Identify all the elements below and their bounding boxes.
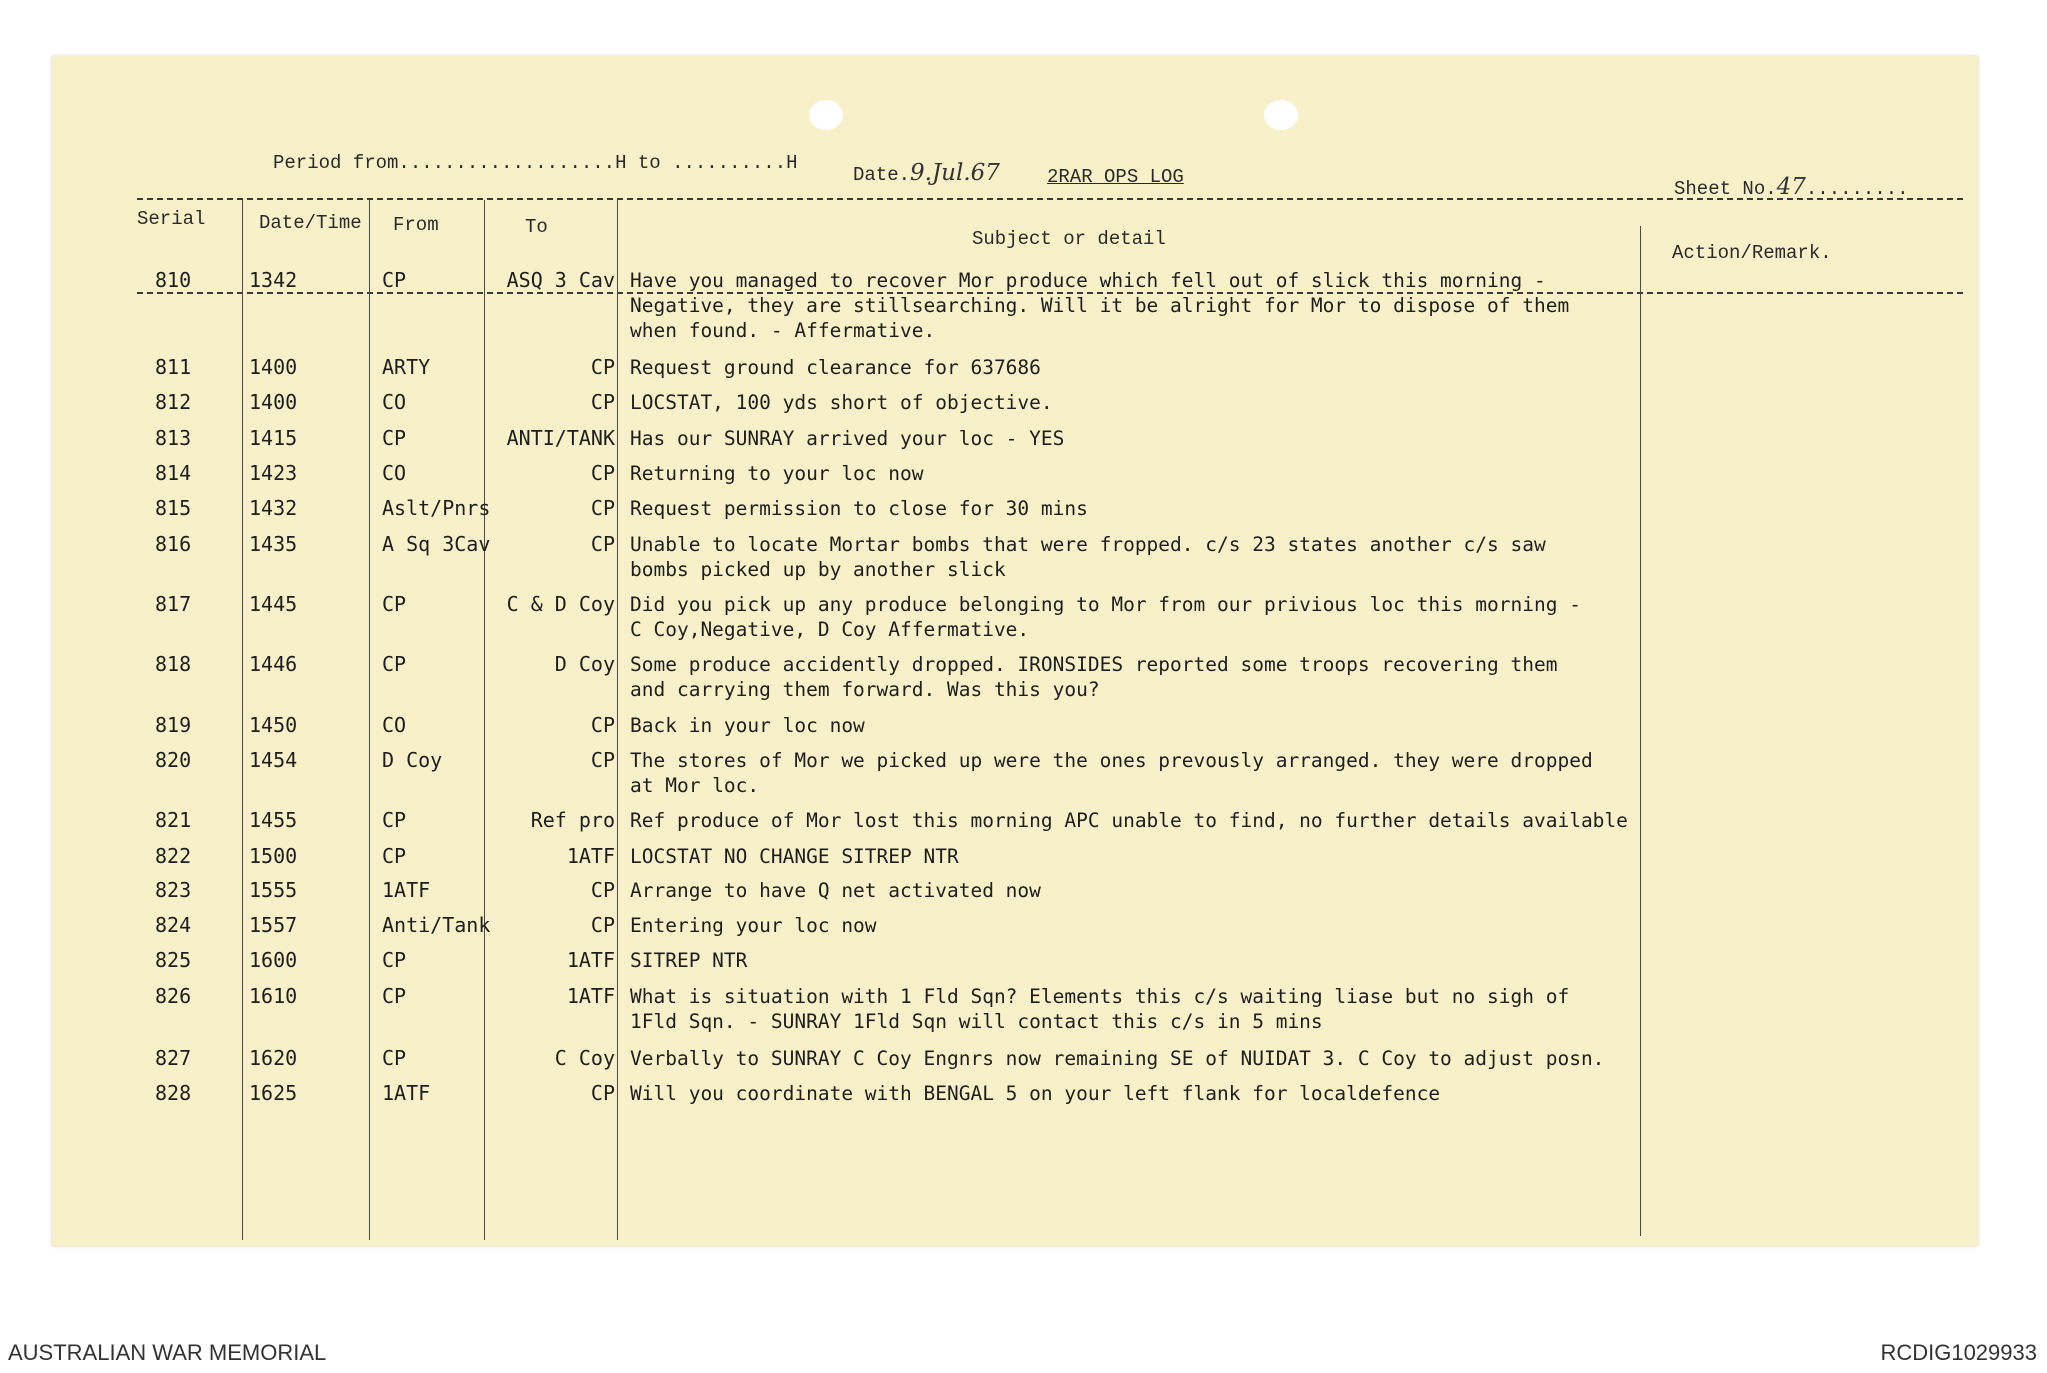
sheet-number — [1674, 174, 1909, 200]
row-to: ANTI/TANK — [506, 426, 615, 450]
row-time: 1400 — [249, 390, 298, 414]
row-serial: 820 — [155, 748, 192, 772]
row-from: Anti/Tank — [382, 913, 491, 937]
row-from: CP — [382, 426, 407, 450]
row-to: Ref pro — [530, 808, 615, 832]
date-field — [853, 160, 1000, 186]
row-from: A Sq 3Cav — [382, 532, 491, 556]
row-serial: 812 — [155, 390, 192, 414]
row-time: 1557 — [249, 913, 298, 937]
row-detail: Ref produce of Mor lost this morning APC unable to find, no further details available — [630, 809, 1628, 832]
row-serial: 811 — [155, 355, 192, 379]
row-to: 1ATF — [566, 948, 615, 972]
row-from: CP — [382, 844, 407, 868]
row-time: 1454 — [249, 748, 298, 772]
row-from: CP — [382, 808, 407, 832]
row-serial: 814 — [155, 461, 192, 485]
column-divider — [242, 200, 243, 1240]
row-serial: 828 — [155, 1081, 192, 1105]
column-divider — [617, 200, 618, 1240]
footer-id: RCDIG1029933 — [1880, 1340, 2037, 1365]
log-sheet — [52, 56, 1978, 1246]
row-time: 1342 — [249, 268, 298, 292]
row-time: 1446 — [249, 652, 298, 676]
row-from: CP — [382, 268, 407, 292]
row-detail: Arrange to have Q net activated now — [630, 879, 1041, 902]
row-serial: 815 — [155, 496, 192, 520]
row-serial: 827 — [155, 1046, 192, 1070]
period-line — [273, 152, 798, 174]
row-from: D Coy — [382, 748, 443, 772]
to-dots: .......... — [672, 152, 787, 174]
row-from: CO — [382, 390, 407, 414]
row-detail: Returning to your loc now — [630, 462, 924, 485]
col-subject: Subject or detail — [972, 228, 1166, 250]
sheet-dots: ......... — [1805, 178, 1909, 200]
row-detail: Some produce accidently dropped. IRONSIDES reported some troops recovering them and carrying them forward. Was this you? — [630, 653, 1558, 701]
row-to: 1ATF — [566, 984, 615, 1008]
row-to: CP — [590, 1081, 615, 1105]
row-to: C Coy — [554, 1046, 615, 1070]
row-detail: Has our SUNRAY arrived your loc - YES — [630, 427, 1065, 450]
row-time: 1400 — [249, 355, 298, 379]
row-detail: LOCSTAT, 100 yds short of objective. — [630, 391, 1053, 414]
row-to: C & D Coy — [506, 592, 615, 616]
row-from: ARTY — [382, 355, 431, 379]
row-serial: 825 — [155, 948, 192, 972]
col-to: To — [525, 216, 548, 238]
row-detail: Request ground clearance for 637686 — [630, 356, 1041, 379]
header-top-rule — [137, 198, 1963, 200]
row-to: CP — [590, 355, 615, 379]
row-detail: Have you managed to recover Mor produce which fell out of slick this morning - Negative, they are stillsearching. Will it be alright for Mor to dispose of them when found. - Affermative. — [630, 269, 1570, 342]
row-serial: 819 — [155, 713, 192, 737]
row-detail: Entering your loc now — [630, 914, 877, 937]
row-time: 1415 — [249, 426, 298, 450]
row-time: 1620 — [249, 1046, 298, 1070]
row-detail: Unable to locate Mortar bombs that were fropped. c/s 23 states another c/s saw bombs picked up by another slick — [630, 533, 1546, 581]
row-to: CP — [590, 496, 615, 520]
row-detail: Did you pick up any produce belonging to Mor from our privious loc this morning - C Coy,Negative, D Coy Affermative. — [630, 593, 1581, 641]
row-time: 1432 — [249, 496, 298, 520]
row-to: CP — [590, 713, 615, 737]
row-from: CP — [382, 592, 407, 616]
column-divider — [369, 200, 370, 1240]
row-from: CP — [382, 948, 407, 972]
row-detail: The stores of Mor we picked up were the ones prevously arranged. they were dropped at Mor loc. — [630, 749, 1593, 797]
row-detail: Will you coordinate with BENGAL 5 on your left flank for localdefence — [630, 1082, 1441, 1105]
row-serial: 810 — [155, 268, 192, 292]
row-detail: SITREP NTR — [630, 949, 748, 972]
row-from: 1ATF — [382, 1081, 431, 1105]
punch-hole — [1264, 100, 1298, 130]
row-serial: 822 — [155, 844, 192, 868]
row-from: CP — [382, 1046, 407, 1070]
punch-hole — [809, 100, 843, 130]
row-serial: 821 — [155, 808, 192, 832]
row-detail: What is situation with 1 Fld Sqn? Elements this c/s waiting liase but no sigh of 1Fld Sqn. - SUNRAY 1Fld Sqn will contact this c/s in 5 mins — [630, 985, 1570, 1033]
col-datetime: Date/Time — [259, 212, 362, 234]
date-label: Date. — [853, 164, 911, 186]
row-time: 1455 — [249, 808, 298, 832]
row-from: CO — [382, 713, 407, 737]
column-divider — [484, 200, 485, 1240]
row-to: CP — [590, 748, 615, 772]
row-serial: 816 — [155, 532, 192, 556]
row-from: 1ATF — [382, 878, 431, 902]
col-serial: Serial — [137, 208, 206, 230]
row-time: 1555 — [249, 878, 298, 902]
row-serial: 817 — [155, 592, 192, 616]
row-time: 1435 — [249, 532, 298, 556]
sheet-value: 47 — [1776, 174, 1806, 200]
sheet-label: Sheet No. — [1674, 178, 1777, 200]
row-serial: 823 — [155, 878, 192, 902]
row-time: 1423 — [249, 461, 298, 485]
row-time: 1445 — [249, 592, 298, 616]
row-detail: LOCSTAT NO CHANGE SITREP NTR — [630, 845, 959, 868]
row-detail: Request permission to close for 30 mins — [630, 497, 1088, 520]
row-serial: 824 — [155, 913, 192, 937]
row-time: 1500 — [249, 844, 298, 868]
row-to: ASQ 3 Cav — [506, 268, 615, 292]
h-label: H — [786, 152, 798, 174]
period-label: Period from — [273, 152, 399, 174]
row-time: 1600 — [249, 948, 298, 972]
row-to: CP — [590, 532, 615, 556]
h-to-label: H to — [615, 152, 661, 174]
row-to: CP — [590, 878, 615, 902]
row-detail: Back in your loc now — [630, 714, 865, 737]
row-to: 1ATF — [566, 844, 615, 868]
row-from: CP — [382, 652, 407, 676]
row-time: 1610 — [249, 984, 298, 1008]
period-dots: ................... — [398, 152, 616, 174]
row-to: CP — [590, 913, 615, 937]
row-detail: Verbally to SUNRAY C Coy Engnrs now remaining SE of NUIDAT 3. C Coy to adjust posn. — [630, 1047, 1605, 1070]
row-from: CO — [382, 461, 407, 485]
row-from: CP — [382, 984, 407, 1008]
log-title: 2RAR OPS LOG — [1047, 166, 1184, 188]
col-from: From — [393, 214, 439, 236]
row-to: CP — [590, 461, 615, 485]
row-to: D Coy — [554, 652, 615, 676]
col-action: Action/Remark. — [1672, 242, 1832, 264]
date-value: 9.Jul.67 — [910, 160, 1000, 186]
footer-source: AUSTRALIAN WAR MEMORIAL — [8, 1340, 327, 1365]
row-serial: 818 — [155, 652, 192, 676]
row-serial: 826 — [155, 984, 192, 1008]
row-time: 1625 — [249, 1081, 298, 1105]
row-serial: 813 — [155, 426, 192, 450]
row-from: Aslt/Pnrs — [382, 496, 491, 520]
row-to: CP — [590, 390, 615, 414]
row-time: 1450 — [249, 713, 298, 737]
